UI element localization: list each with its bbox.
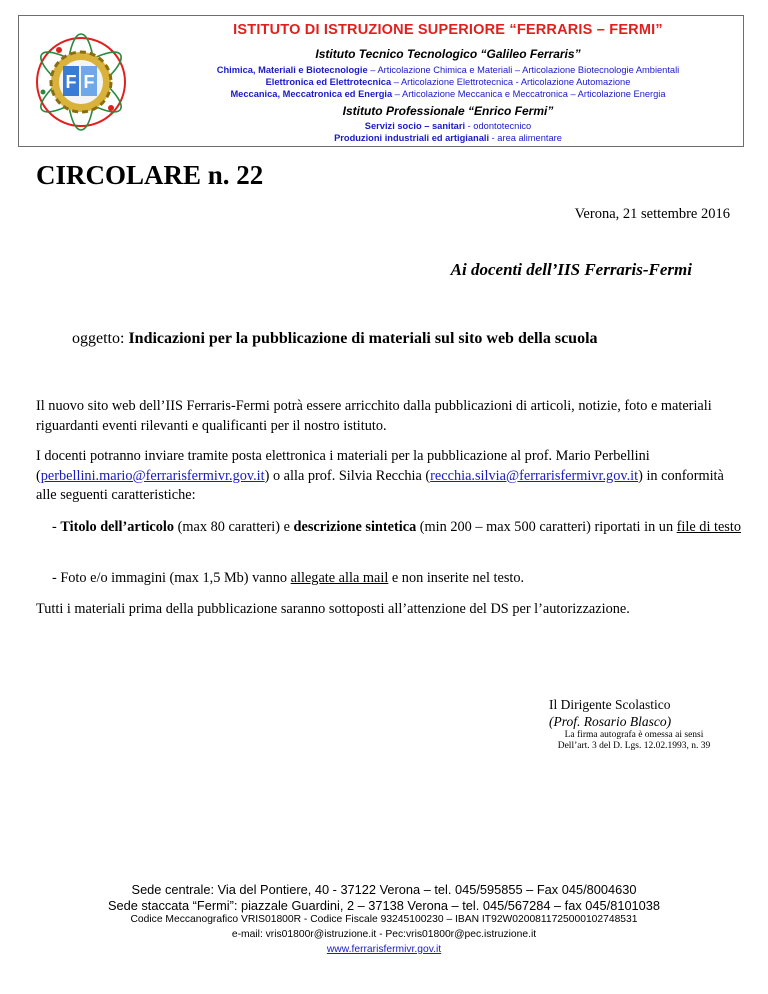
institute-fermi: Istituto Professionale “Enrico Fermi”	[342, 104, 554, 118]
paragraph-intro: Il nuovo sito web dell’IIS Ferraris-Fermi potrà essere arricchito dalla pubblicazioni di articoli, notizie, foto e materiali riguardanti eventi rilevanti e qualificanti per il nostro istituto.	[36, 398, 712, 434]
signature-name: (Prof. Rosario Blasco)	[549, 714, 672, 729]
subject-line: oggetto: Indicazioni per la pubblicazione di materiali sul sito web della scuola	[72, 330, 598, 347]
logo-letter-2: F	[83, 72, 95, 92]
footer-codes: Codice Meccanografico VRIS01800R - Codice Fiscale 93245100230 – IBAN IT92W0200811725000102748531	[130, 914, 638, 925]
institute-ferraris: Istituto Tecnico Tecnologico “Galileo Ferraris”	[315, 47, 581, 61]
fermi-courses: Servizi socio – sanitari - odontotecnico Produzioni industriali ed artigianali - area alimentare	[334, 121, 562, 143]
school-logo	[29, 30, 133, 134]
footer-branch-office: Sede staccata “Fermi”: piazzale Guardini, 2 – 37138 Verona – tel. 045/567284 – fax 045/8101038	[107, 898, 661, 913]
footer-website-link[interactable]: www.ferrarisfermivr.gov.it	[326, 944, 442, 955]
email-link-recchia[interactable]: recchia.silvia@ferrarisfermivr.gov.it	[430, 467, 639, 484]
signature-role: Il Dirigente Scolastico	[549, 697, 671, 712]
bullet-title-description: - Titolo dell’articolo (max 80 caratteri) e descrizione sintetica (min 200 – max 500 caratteri) riportati in un file di testo	[52, 519, 741, 535]
signature-note-2: Dell’art. 3 del D. Lgs. 12.02.1993, n. 39	[557, 741, 711, 751]
school-name: ISTITUTO DI ISTRUZIONE SUPERIORE “FERRARIS – FERMI”	[233, 22, 663, 38]
signature-note-1: La firma autografa è omessa ai sensi	[564, 730, 704, 740]
signature-block	[549, 696, 724, 752]
email-link-perbellini[interactable]: perbellini.mario@ferrarisfermivr.gov.it	[40, 467, 265, 484]
logo-letter-1: F	[65, 72, 77, 92]
document-date: Verona, 21 settembre 2016	[574, 206, 730, 222]
bullet-photos: - Foto e/o immagini (max 1,5 Mb) vanno allegate alla mail e non inserite nel testo.	[52, 570, 525, 586]
paragraph-approval: Tutti i materiali prima della pubblicazione saranno sottoposti all’attenzione del DS per l’autorizzazione.	[36, 601, 630, 617]
circular-title: CIRCOLARE n. 22	[36, 160, 264, 190]
ferraris-courses: Chimica, Materiali e Biotecnologie – Articolazione Chimica e Materiali – Articolazione Biotecnologie Ambientali Elettronica ed Elettrotecnica – Articolazione Elettrotecnica - Articolazione Automazione Meccanica, Meccatronica ed Energia – Articolazione Meccanica e Meccatronica – Articolazione Energia	[216, 65, 680, 99]
letterhead	[18, 15, 744, 147]
recipients: Ai docenti dell’IIS Ferraris-Fermi	[450, 260, 692, 279]
paragraph-contacts: I docenti potranno inviare tramite posta elettronica i materiali per la pubblicazione al prof. Mario Perbellini (perbellini.mario@ferrarisfermivr.gov.it) o alla prof. Silvia Recchia (recchia.silvia@ferrarisfermivr.gov.it) in conformità alle seguenti caratteristiche:	[36, 448, 724, 503]
footer-main-office: Sede centrale: Via del Pontiere, 40 - 37122 Verona – tel. 045/595855 – Fax 045/8004630	[131, 882, 637, 897]
footer-emails: e-mail: vris01800r@istruzione.it - Pec:vris01800r@pec.istruzione.it	[231, 929, 537, 940]
